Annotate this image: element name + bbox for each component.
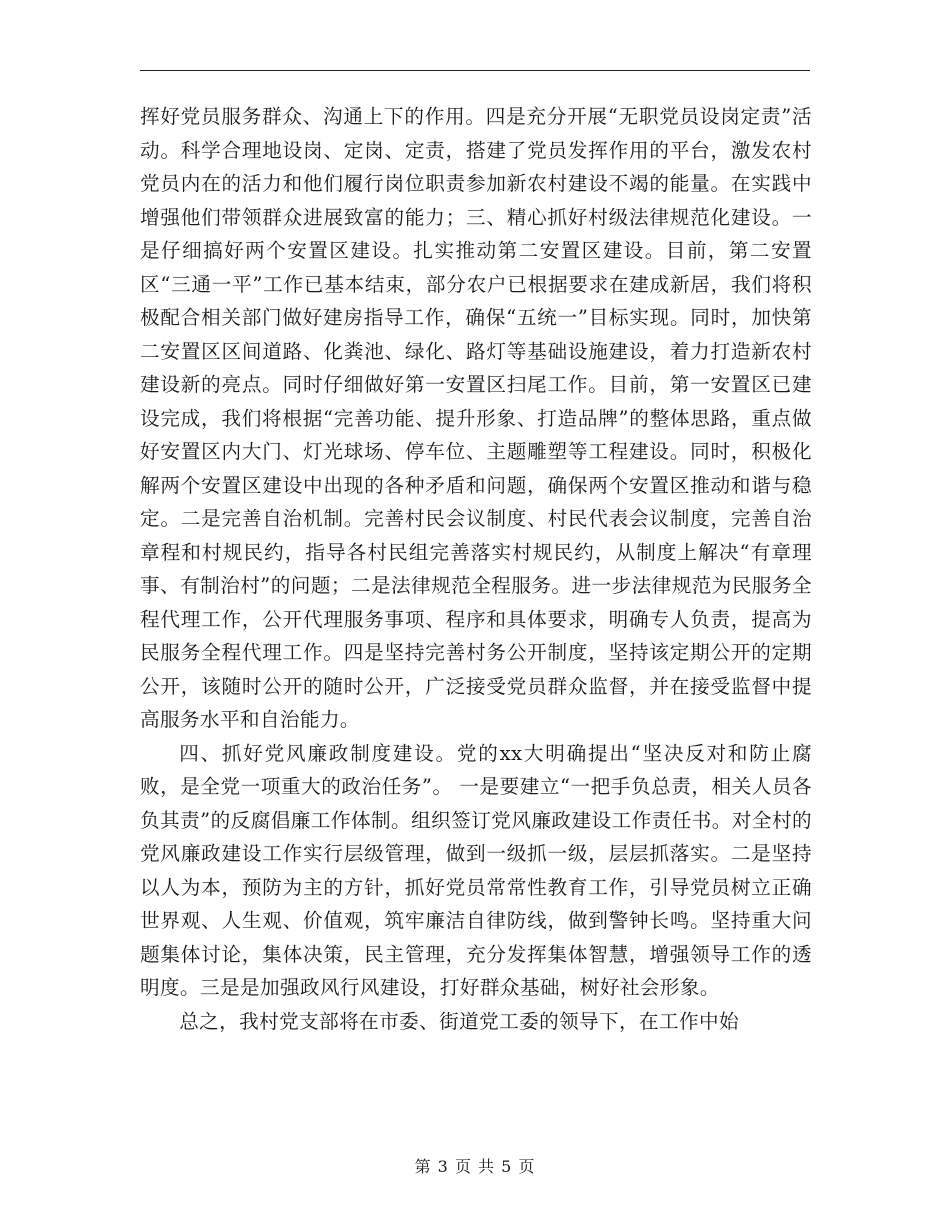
paragraph-continuation: 挥好党员服务群众、沟通上下的作用。四是充分开展“无职党员设岗定责”活动。科学合理地设岗、定岗、定责，搭建了党员发挥作用的平台，激发农村党员内在的活力和他们履行岗位职责参加新农村建设不竭的能量。在实践中增强他们带领群众进展致富的能力；三、精心抓好村级法律规范化建设。一是仔细搞好两个安置区建设。扎实推动第二安置区建设。目前，第二安置区“三通一平”工作已基本结束，部分农户已根据要求在建成新居，我们将积极配合相关部门做好建房指导工作，确保“五统一”目标实现。同时，加快第二安置区区间道路、化粪池、绿化、路灯等基础设施建设，着力打造新农村建设新的亮点。同时仔细做好第一安置区扫尾工作。目前，第一安置区已建设完成，我们将根据“完善功能、提升形象、打造品牌”的整体思路，重点做好安置区内大门、灯光球场、停车位、主题雕塑等工程建设。同时，积极化解两个安置区建设中出现的各种矛盾和问题，确保两个安置区推动和谐与稳定。二是完善自治机制。完善村民会议制度、村民代表会议制度，完善自治章程和村规民约，指导各村民组完善落实村规民约，从制度上解决“有章理事、有制治村”的问题；二是法律规范全程服务。进一步法律规范为民服务全程代理工作，公开代理服务事项、程序和具体要求，明确专人负责，提高为民服务全程代理工作。四是坚持完善村务公开制度，坚持该定期公开的定期公开，该随时公开的随时公开，广泛接受党员群众监督，并在接受监督中提高服务水平和自治能力。 xyxy=(140,105,812,731)
header-rule xyxy=(140,70,810,71)
paragraph-party-conduct: 四、抓好党风廉政制度建设。党的xx大明确提出“坚决反对和防止腐败，是全党一项重大的政治任务”。 一是要建立“一把手负总责，相关人员各负其责”的反腐倡廉工作体制。组织签订党风廉政建设工作责任书。对全村的党风廉政建设工作实行层级管理，做到一级抓一级，层层抓落实。二是坚持以人为本，预防为主的方针，抓好党员常常性教育工作，引导党员树立正确世界观、人生观、价值观，筑牢廉洁自律防线，做到警钟长鸣。坚持重大问题集体讨论，集体决策，民主管理，充分发挥集体智慧，增强领导工作的透明度。三是是加强政风行风建设，打好群众基础，树好社会形象。 xyxy=(140,741,812,999)
paragraph-conclusion: 总之，我村党支部将在市委、街道党工委的领导下，在工作中始 xyxy=(179,1009,740,1033)
page-number: 第 3 页 共 5 页 xyxy=(414,1157,536,1176)
document-body xyxy=(140,100,812,1038)
